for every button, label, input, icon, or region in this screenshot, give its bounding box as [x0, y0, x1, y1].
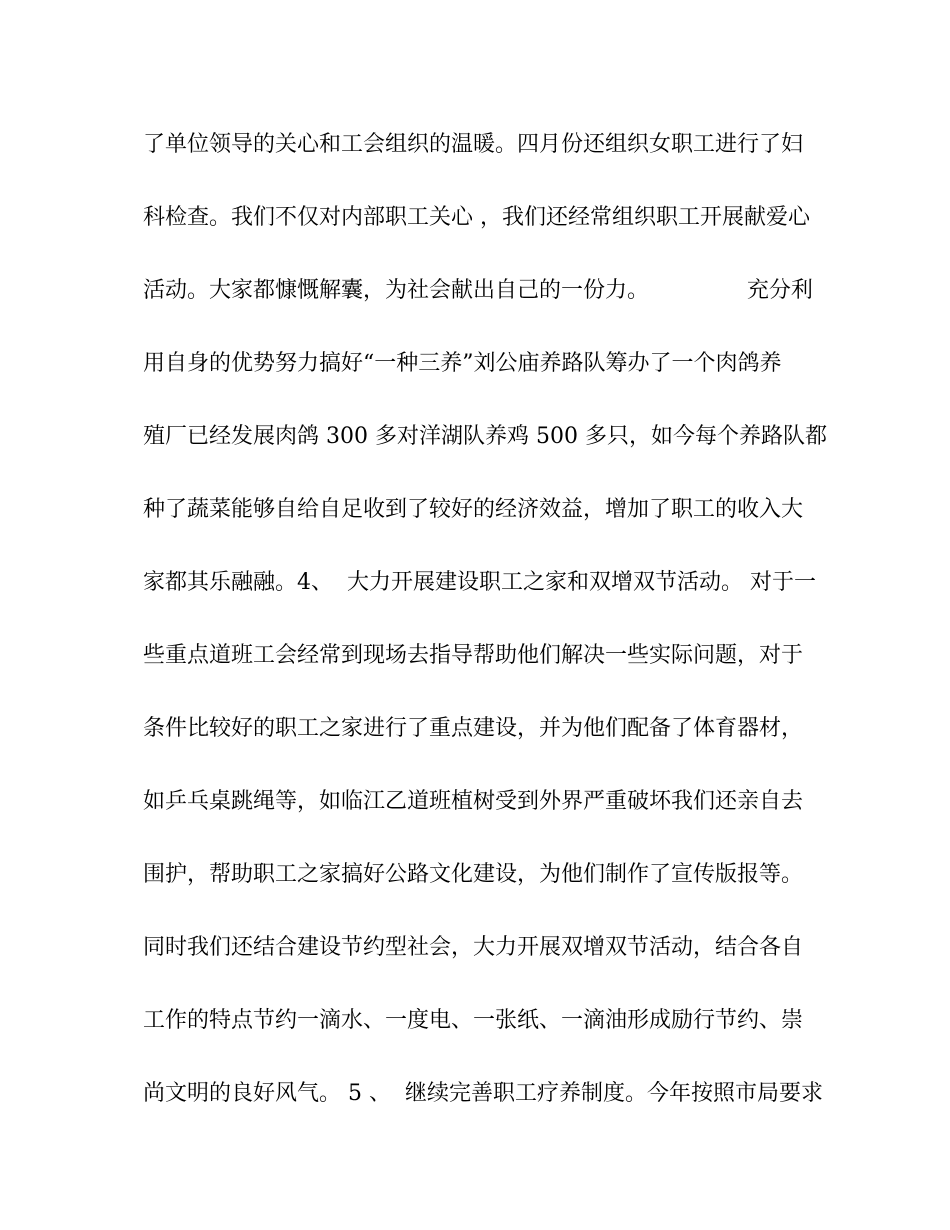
text-line: 工作的特点节约一滴水、一度电、一张纸、一滴油形成励行节约、崇: [143, 1008, 804, 1033]
text-line: 用自身的优势努力搞好“一种三养”刘公庙养路队筹办了一个肉鸽养: [143, 351, 782, 376]
text-line: 些重点道班工会经常到现场去指导帮助他们解决一些实际问题，对于: [143, 643, 804, 668]
text-line: 科检查。我们不仅对内部职工关心 ，我们还经常组织职工开展献爱心: [143, 205, 810, 230]
text-line: 尚文明的良好风气。 5 、 继续完善职工疗养制度。今年按照市局要求: [143, 1081, 823, 1106]
text-line: 殖厂已经发展肉鸽 300 多对洋湖队养鸡 500 多只，如今每个养路队都: [143, 424, 827, 449]
text-line: 同时我们还结合建设节约型社会，大力开展双增双节活动，结合各自: [143, 935, 804, 960]
text-line: 了单位领导的关心和工会组织的温暖。四月份还组织女职工进行了妇: [143, 132, 804, 157]
text-line: 种了蔬菜能够自给自足收到了较好的经济效益，增加了职工的收入大: [143, 497, 804, 522]
body-text: [143, 125, 827, 1147]
text-line: 家都其乐融融。4、 大力开展建设职工之家和双增双节活动。 对于一: [143, 570, 816, 595]
text-line: 条件比较好的职工之家进行了重点建设，并为他们配备了体育器材，: [143, 716, 804, 741]
text-line: 围护，帮助职工之家搞好公路文化建设，为他们制作了宣传版报等。: [143, 862, 804, 887]
text-line: 如乒乓桌跳绳等，如临江乙道班植树受到外界严重破坏我们还亲自去: [143, 789, 804, 814]
text-line: 活动。大家都慷慨解囊，为社会献出自己的一份力。 充分利: [143, 278, 813, 303]
